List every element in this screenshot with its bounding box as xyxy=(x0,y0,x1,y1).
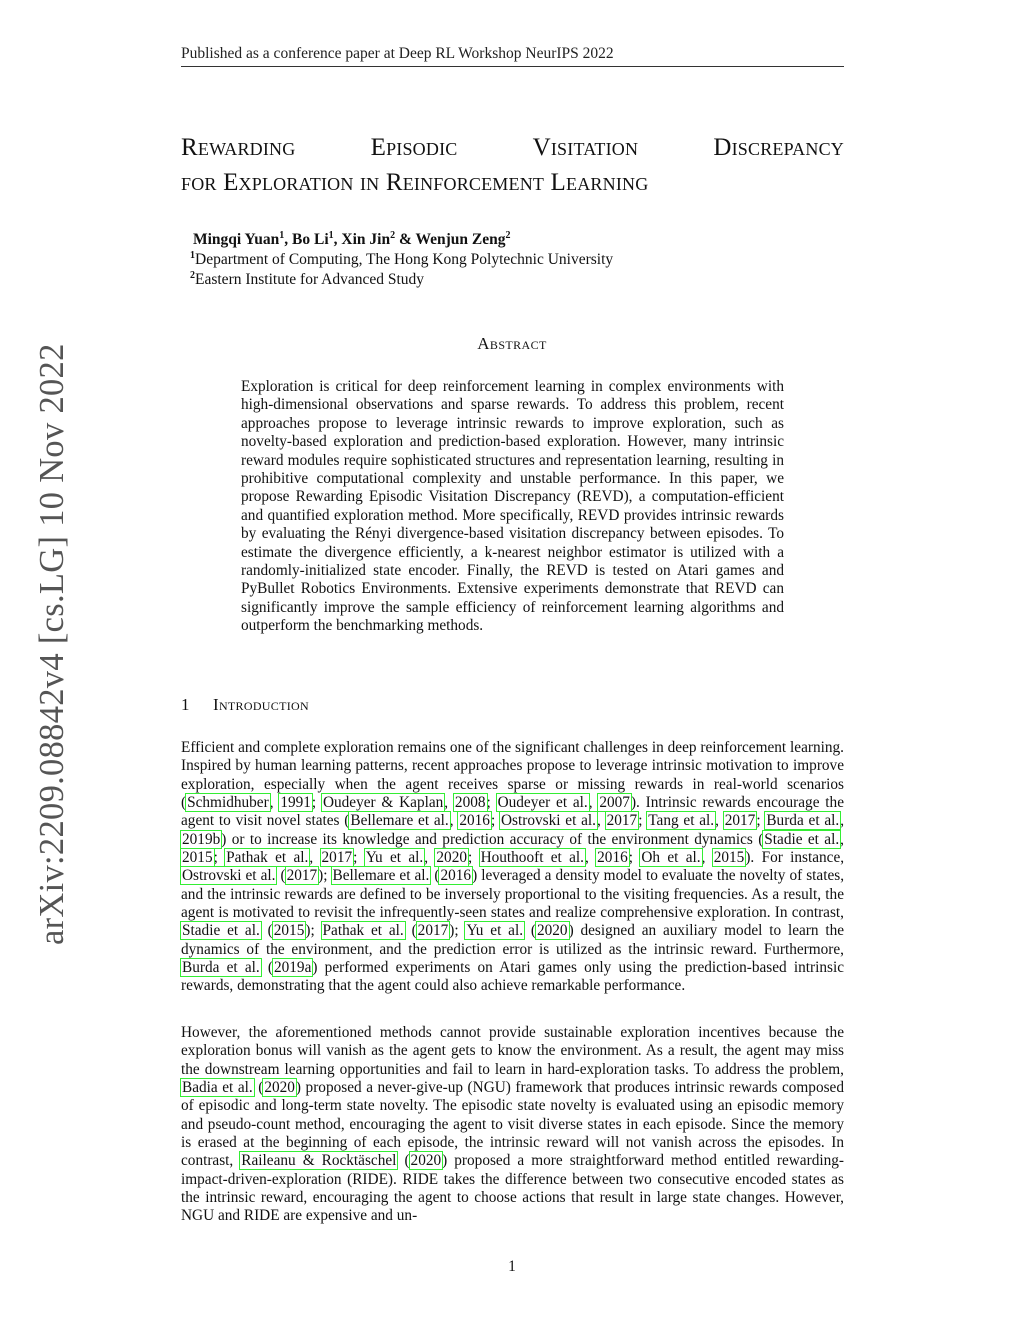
affiliation-mark[interactable]: 1 xyxy=(328,230,334,241)
citation-link[interactable]: Ostrovski et al. xyxy=(501,812,596,830)
citation-link[interactable]: Ostrovski et al. xyxy=(182,867,276,885)
author-list: Mingqi Yuan$^1$, Bo Li$^1$, Xin Jin$^2$ & Wenjun Zeng$^2$ xyxy=(193,230,511,249)
affiliation-1: $^1$Department of Computing, The Hong Kong Polytechnic University xyxy=(190,250,614,269)
citation-link[interactable]: 2008 xyxy=(454,794,486,812)
citation-link[interactable]: Oudeyer et al. xyxy=(497,794,588,812)
citation-link[interactable]: 2016 xyxy=(459,812,490,830)
citation-link[interactable]: 2017 xyxy=(724,812,756,830)
intro-paragraph-2: However, the aforementioned methods cannot provide sustainable exploration incentives because the exploration bonus will vanish as the agent gets to know the environment. As a result, the agent may miss the downstream learning opportunities and fail to learn in hard-exploration tasks. To address the problem, Badia et al. (2020) proposed a never-give-up (NGU) framework that produces intrinsic rewards composed of episodic and long-term state novelty. The episodic state novelty is evaluated using an episodic memory and pseudo-count method, encouraging the agent to visit diverse states in each episode. Since the memory is erased at the beginning of each episode, the intrinsic reward will not vanish across the episodes. In contrast, Raileanu & Rocktäschel (2020) proposed a more straightforward method entitled rewarding-impact-driven-exploration (RIDE). RIDE takes the difference between two consecutive encoded states as the intrinsic reward, encouraging the agent to choose actions that result in large state changes. However, NGU and RIDE are expensive and un- xyxy=(181,1024,844,1225)
citation-link[interactable]: Yu et al. xyxy=(365,849,424,867)
author-name: Mingqi Yuan xyxy=(193,231,280,249)
citation-link[interactable]: 2015 xyxy=(273,922,305,940)
citation-link[interactable]: 2017 xyxy=(606,812,638,830)
title-word: Visitation xyxy=(532,134,639,161)
running-header: Published as a conference paper at Deep RL Workshop NeurIPS 2022 xyxy=(181,45,614,62)
citation-link[interactable]: 2020 xyxy=(264,1079,295,1097)
citation-link[interactable]: Oudeyer & Kaplan xyxy=(322,794,444,812)
citation-link[interactable]: 2015 xyxy=(182,849,213,867)
citation-link[interactable]: Schmidhuber xyxy=(187,794,269,812)
citation-link[interactable]: Burda et al. xyxy=(766,812,840,830)
title-word: Discrepancy xyxy=(713,134,844,161)
citation-link[interactable]: Burda et al. xyxy=(182,959,260,977)
page-number: 1 xyxy=(508,1258,516,1275)
header-rule xyxy=(181,66,844,67)
citation-link[interactable]: 2020 xyxy=(410,1152,442,1170)
citation-link[interactable]: 2017 xyxy=(286,867,318,885)
author-name: Bo Li xyxy=(292,231,329,249)
citation-link[interactable]: Stadie et al. xyxy=(764,830,840,848)
citation-link[interactable]: 2016 xyxy=(440,867,472,885)
title-word: Episodic xyxy=(370,134,458,161)
abstract-heading: Abstract xyxy=(477,334,547,353)
arxiv-identifier[interactable]: arXiv:2209.08842v4 [cs.LG] 10 Nov 2022 xyxy=(33,343,71,945)
citation-link[interactable]: 1991 xyxy=(280,794,311,812)
affiliation-2: $^2$Eastern Institute for Advanced Study xyxy=(190,270,425,289)
citation-link[interactable]: Pathak et al. xyxy=(226,849,309,867)
citation-link[interactable]: Bellemare et al. xyxy=(332,867,430,885)
citation-link[interactable]: 2007 xyxy=(599,794,630,812)
affiliation-mark[interactable]: 2 xyxy=(390,230,396,241)
citation-link[interactable]: Raileanu & Rocktäschel xyxy=(241,1152,397,1170)
section-title: Introduction xyxy=(213,695,309,714)
citation-link[interactable]: 2017 xyxy=(321,849,353,867)
intro-paragraph-1: Efficient and complete exploration remains one of the significant challenges in deep reinforcement learning. Inspired by human learning patterns, recent approaches propose to leverage intrinsic motivation to improve exploration, especially when the agent receives sparse or missing rewards in real-world scenarios (Schmidhuber, 1991; Oudeyer & Kaplan, 2008; Oudeyer et al., 2007). Intrinsic rewards encourage the agent to visit novel states (Bellemare et al., 2016; Ostrovski et al., 2017; Tang et al., 2017; Burda et al., 2019b) or to increase its knowledge and prediction accuracy of the environment dynamics (Stadie et al., 2015; Pathak et al., 2017; Yu et al., 2020; Houthooft et al., 2016; Oh et al., 2015). For instance, Ostrovski et al. (2017); Bellemare et al. (2016) leveraged a density model to evaluate the novelty of states, and the intrinsic rewards are defined to be inversely proportional to the visiting frequencies. As a result, the agent is motivated to revisit the infrequently-seen states and realize comprehensive exploration. In contrast, Stadie et al. (2015); Pathak et al. (2017); Yu et al. (2020) designed an auxiliary model to learn the dynamics of the environment, and the prediction error is utilized as the intrinsic reward. Furthermore, Burda et al. (2019a) performed experiments on Atari games only using the prediction-based intrinsic rewards, demonstrating that the agent could also achieve remarkable performance. xyxy=(181,739,845,995)
title-line-2: for Exploration in Reinforcement Learning xyxy=(181,169,649,196)
citation-link[interactable]: Oh et al. xyxy=(641,849,701,867)
citation-link[interactable]: 2016 xyxy=(597,849,628,867)
citation-link[interactable]: Pathak et al. xyxy=(322,922,404,940)
affiliation-mark[interactable]: 1 xyxy=(279,230,285,241)
section-number: 1 xyxy=(181,695,190,714)
paper-title xyxy=(181,130,844,200)
citation-link[interactable]: 2017 xyxy=(417,922,449,940)
citation-link[interactable]: Bellemare et al. xyxy=(350,812,449,830)
citation-link[interactable]: Stadie et al. xyxy=(182,922,260,940)
section-heading xyxy=(181,695,309,715)
citation-link[interactable]: 2020 xyxy=(436,849,467,867)
title-word: Rewarding xyxy=(181,134,296,161)
citation-link[interactable]: Yu et al. xyxy=(466,922,524,940)
abstract-body: Exploration is critical for deep reinforcement learning in complex environments with high-dimensional observations and sparse rewards. To address this problem, recent approaches propose to leverage intrinsic rewards to improve exploration, such as novelty-based exploration and prediction-based exploration. However, many intrinsic reward modules require sophisticated structures and representation learning, resulting in prohibitive computational complexity and unstable performance. In this paper, we propose Rewarding Episodic Visitation Discrepancy (REVD), a computation-efficient and quantified exploration method. More specifically, REVD provides intrinsic rewards by evaluating the Rényi divergence-based visitation discrepancy between episodes. To estimate the divergence efficiently, a k-nearest neighbor estimator is utilized with a randomly-initialized state encoder. Finally, the REVD is tested on Atari games and PyBullet Robotics Environments. Extensive experiments demonstrate that REVD can significantly improve the sample efficiency of reinforcement learning algorithms and outperform the benchmarking methods. xyxy=(241,378,784,635)
citation-link[interactable]: Houthooft et al. xyxy=(480,849,584,867)
citation-link[interactable]: Tang et al. xyxy=(648,812,715,830)
affiliation-mark[interactable]: 2 xyxy=(505,230,511,241)
citation-link[interactable]: 2020 xyxy=(536,922,568,940)
citation-link[interactable]: Badia et al. xyxy=(182,1079,253,1097)
citation-link[interactable]: 2019a xyxy=(273,959,312,977)
author-name: Wenjun Zeng xyxy=(415,231,506,249)
citation-link[interactable]: 2019b xyxy=(182,830,221,848)
author-name: Xin Jin xyxy=(341,231,391,249)
citation-link[interactable]: 2015 xyxy=(713,849,745,867)
